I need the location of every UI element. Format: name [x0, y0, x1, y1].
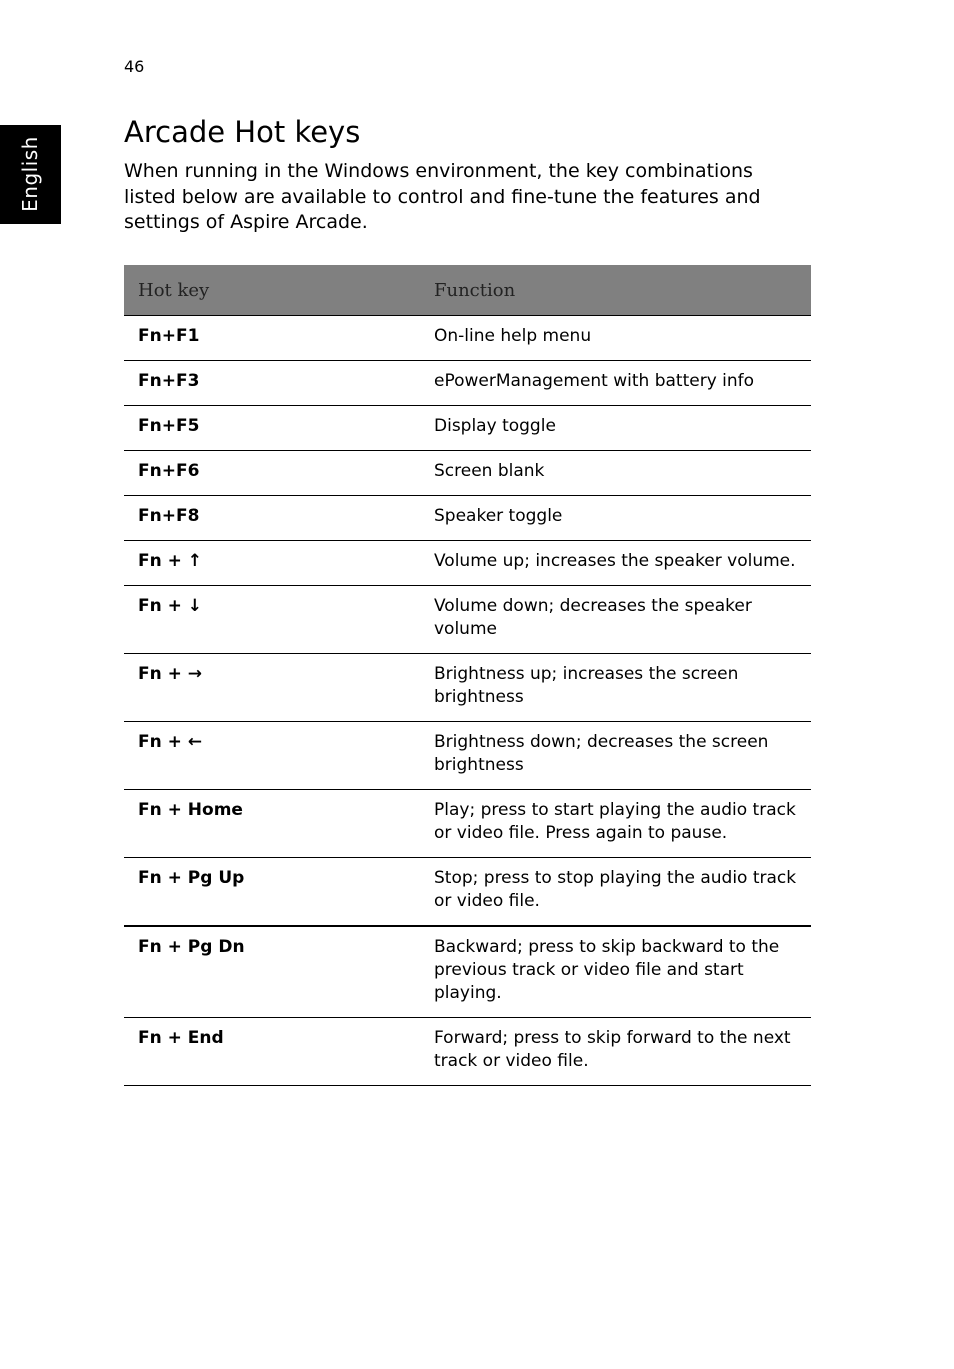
table-row [124, 858, 811, 927]
table-row [124, 406, 811, 451]
table-row [124, 496, 811, 541]
function-cell: ePowerManagement with battery info [420, 361, 811, 406]
hotkey-cell: Fn+F3 [124, 361, 420, 406]
hotkey-cell: Fn + ↑ [124, 541, 420, 586]
function-cell: Screen blank [420, 451, 811, 496]
hotkey-cell: Fn + Home [124, 790, 420, 858]
function-cell: Play; press to start playing the audio track or video file. Press again to pause. [420, 790, 811, 858]
table-header-row [124, 265, 811, 316]
table-row [124, 654, 811, 722]
function-cell: Brightness up; increases the screen brightness [420, 654, 811, 722]
function-cell: Volume up; increases the speaker volume. [420, 541, 811, 586]
hotkey-cell: Fn+F1 [124, 316, 420, 361]
hotkey-cell: Fn + Pg Up [124, 858, 420, 927]
table-row [124, 1018, 811, 1086]
table-row [124, 361, 811, 406]
hotkey-cell: Fn + Pg Dn [124, 926, 420, 1018]
table-row [124, 316, 811, 361]
table-header [124, 265, 811, 316]
section-title: Arcade Hot keys [124, 115, 361, 149]
hotkey-table [124, 265, 811, 1086]
language-tab-label: English [18, 136, 42, 212]
section-intro: When running in the Windows environment, the key combinations listed below are available to control and fine-tune the features and settings of Aspire Arcade. [124, 160, 761, 233]
table-row [124, 541, 811, 586]
hotkey-cell: Fn + ↓ [124, 586, 420, 654]
table-body [124, 316, 811, 1086]
hotkey-cell: Fn + → [124, 654, 420, 722]
hotkey-cell: Fn+F6 [124, 451, 420, 496]
table-row [124, 790, 811, 858]
function-cell: Brightness down; decreases the screen brightness [420, 722, 811, 790]
hotkey-cell: Fn+F8 [124, 496, 420, 541]
function-cell: Display toggle [420, 406, 811, 451]
hotkey-cell: Fn + End [124, 1018, 420, 1086]
table-row [124, 926, 811, 1018]
function-cell: Volume down; decreases the speaker volume [420, 586, 811, 654]
table-row [124, 722, 811, 790]
header-hotkey: Hot key [124, 265, 420, 316]
function-cell: Backward; press to skip backward to the previous track or video file and start playing. [420, 926, 811, 1018]
function-cell: Stop; press to stop playing the audio track or video file. [420, 858, 811, 927]
header-function: Function [420, 265, 811, 316]
hotkey-cell: Fn + ← [124, 722, 420, 790]
hotkey-cell: Fn+F5 [124, 406, 420, 451]
table-row [124, 451, 811, 496]
function-cell: On-line help menu [420, 316, 811, 361]
function-cell: Speaker toggle [420, 496, 811, 541]
function-cell: Forward; press to skip forward to the next track or video file. [420, 1018, 811, 1086]
language-tab [0, 125, 61, 224]
page-number: 46 [124, 57, 145, 76]
table-row [124, 586, 811, 654]
